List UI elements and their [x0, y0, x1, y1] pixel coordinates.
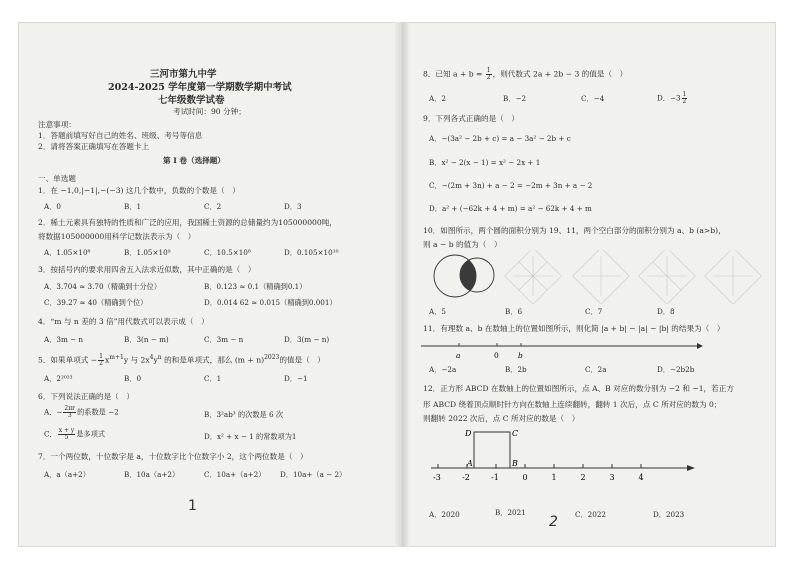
q11-arrow: [697, 343, 703, 349]
q4-option-c: C．3m − n: [204, 335, 244, 344]
question-5: [38, 353, 325, 367]
q1-option-c: C．2: [204, 202, 222, 211]
vertex-b: B: [512, 459, 518, 468]
q1-option-a: A．0: [44, 202, 61, 211]
q5-option-d: D．−1: [284, 374, 308, 383]
q6-c-label: C．: [44, 429, 57, 439]
q11-number-line: [417, 334, 707, 362]
q11-label-0: 0: [494, 351, 499, 360]
q4-option-d: D．3(m − n): [284, 335, 330, 344]
vertex-c: C: [512, 429, 519, 438]
question-3: 3．按括号内的要求用四舍五入法求近似数，其中正确的是（ ）: [38, 265, 256, 274]
q5-exp-4: 2023: [264, 354, 280, 361]
q6-option-c: [44, 428, 105, 441]
exam-sheet: [18, 22, 776, 547]
page-fold: [395, 22, 409, 547]
two-circles-figure: [434, 255, 494, 297]
exam-title: 2024-2025 学年度第一学期数学期中考试: [108, 82, 292, 93]
question-2b: 将数据105000000用科学记数法表示为（ ）: [38, 232, 196, 241]
q3-option-b: B．0.123 ≈ 0.1（精确到0.1）: [204, 282, 307, 291]
q10-option-c: C．7: [585, 307, 603, 316]
q8-option-a: A．2: [429, 94, 446, 103]
q5-text-3: y 与 2x: [123, 355, 150, 365]
q3-option-d: D．0.014 62 ≈ 0.015（精确到0.001）: [204, 298, 337, 307]
q7-option-a: A．a（a+2）: [44, 470, 90, 479]
q12-tick-label: 2: [580, 473, 586, 482]
q6-c-den: 5: [64, 434, 69, 441]
q5-exp-1: m+1: [109, 354, 124, 361]
q9-option-b: B．x² − 2(x − 1) = x² − 2x + 1: [429, 158, 541, 167]
q5-frac-num: 1: [99, 353, 103, 361]
right-page: [409, 22, 776, 547]
left-page: [18, 22, 395, 547]
q8-d-label: D．−3: [657, 93, 681, 103]
q11-option-c: C．2a: [585, 365, 607, 374]
q5-fraction: [98, 354, 104, 367]
q5-exp-3: n: [157, 354, 162, 361]
question-12b: 形 ABCD 绕着顶点顺时针方向在数轴上连续翻转，翻转 1 次后，点 C 所对应的数为 0；: [423, 400, 722, 409]
q5-text-6: 的值是（ ）: [279, 355, 325, 365]
question-11: 11．有理数 a、b 在数轴上的位置如图所示，则化简 |a + b| − |a| − |b| 的结果为（ ）: [423, 324, 725, 333]
question-6: 6．下列说法正确的是（ ）: [38, 392, 134, 401]
faded-origami-figures: [505, 250, 762, 304]
q5-exp-2: 4: [149, 354, 154, 361]
q3-option-c: C．39.27 ≈ 40（精确到个位）: [44, 298, 148, 307]
q12-tick-label: 0: [522, 473, 528, 482]
q2-option-a: A．1.05×10⁸: [44, 248, 91, 257]
q12-tick-label: -3: [433, 473, 441, 482]
q12-option-c: C．2022: [575, 510, 606, 519]
notice-2: 2．请将答案正确填写在答题卡上: [38, 142, 150, 151]
question-4: 4．“m 与 n 差的 3 倍”用代数式可以表示成（ ）: [38, 317, 209, 326]
q8-d-fraction: [682, 92, 688, 105]
q5-text-2: x: [105, 355, 110, 365]
q1-option-d: D．3: [284, 202, 302, 211]
q6-a-fraction: [63, 406, 76, 419]
q5-option-a: A．2²⁰²³: [44, 374, 73, 383]
q11-label-b: b: [518, 351, 523, 360]
question-2a: 2．稀土元素具有独特的性质和广泛的应用，我国稀土资源的总储量约为105000000吨，: [38, 218, 337, 227]
vertex-d: D: [465, 429, 472, 438]
q11-label-a: a: [456, 351, 461, 360]
q3-option-a: A．3.704 ≈ 3.70（精确到十分位）: [44, 282, 162, 291]
q4-option-a: A．3m − n: [44, 335, 83, 344]
q8-text-1: 8．已知 a + b =: [423, 69, 485, 79]
q5-frac-den: 2: [99, 360, 103, 368]
q6-c-fraction: [58, 428, 76, 441]
q12-option-b: B．2021: [495, 508, 526, 517]
q5-text-5: 的和是单项式，那么 (m + n): [161, 355, 265, 365]
page-number-right: 2: [549, 514, 558, 530]
q6-a-text: 的系数是 −2: [77, 407, 119, 417]
q6-c-num: x + y: [58, 427, 75, 434]
q6-c-text: 是多项式: [76, 429, 106, 439]
q12-tick-label: 4: [638, 473, 644, 482]
question-8: [423, 68, 627, 81]
q8-d-den: 2: [682, 98, 687, 105]
q12-tick-label: 1: [551, 473, 557, 482]
q8-frac-num: 1: [486, 67, 491, 74]
q4-option-b: B．3(n − m): [124, 335, 169, 344]
q10-figures: [421, 250, 776, 304]
question-10b: 则 a − b 的值为（ ）: [423, 240, 502, 249]
q6-a-label: A．: [44, 407, 57, 417]
q12-tick-label: -1: [491, 473, 499, 482]
q2-option-d: D．0.105×10¹⁰: [284, 248, 339, 257]
q5-option-b: B．0: [124, 374, 142, 383]
question-12a: 12．正方形 ABCD 在数轴上的位置如图所示，点 A、B 对应的数分别为 −2 和 −1，若正方: [423, 384, 734, 393]
q12-ticks: [433, 464, 644, 482]
q8-option-b: B．−2: [503, 94, 527, 103]
q8-frac-den: 2: [486, 74, 491, 81]
part-title: 一、单选题: [38, 174, 76, 183]
exam-time: 考试时间：90 分钟；: [173, 107, 246, 116]
q7-option-c: C．10a+（a+2）: [204, 470, 266, 479]
q12-arrow: [687, 465, 695, 471]
q8-option-c: C．−4: [581, 94, 605, 103]
q10-option-d: D．8: [657, 307, 675, 316]
q9-option-c: C．−(2m + 3n) + a − 2 = −2m + 3n + a − 2: [429, 181, 593, 190]
q5-option-c: C．1: [204, 374, 222, 383]
q6-option-b: B．3²ab³ 的次数是 6 次: [204, 410, 284, 419]
q7-option-b: B．10a（a+2）: [124, 470, 180, 479]
question-7: 7．一个两位数，十位数字是 a，十位数字比个位数字小 2，这个两位数是（ ）: [38, 452, 308, 461]
q8-d-num: 1: [682, 91, 687, 98]
vertex-a: A: [467, 459, 473, 468]
q8-text-2: ，则代数式 2a + 2b − 3 的值是（ ）: [492, 69, 628, 79]
q5-text-1: 5．如果单项式 −: [38, 355, 98, 365]
notice-title: 注意事项：: [38, 120, 76, 129]
q2-option-b: B．1.05×10⁹: [124, 248, 171, 257]
school-name: 三河市第九中学: [150, 69, 217, 80]
q8-fraction: [486, 68, 492, 81]
section-title: 第 I 卷（选择题）: [163, 156, 225, 165]
q9-option-a: A．−(3a² − 2b + c) = a − 3a² − 2b + c: [429, 134, 571, 143]
q6-option-a: A．− $\frac{2\pi r}{3}$ 的系数是 −2: [44, 405, 119, 419]
notice-1: 1．答题前填写好自己的姓名、班级、考号等信息: [38, 131, 203, 140]
q6-a-den: 3: [67, 412, 72, 419]
q11-option-d: D．−2b2b: [657, 365, 695, 374]
q11-option-a: A．−2a: [429, 365, 457, 374]
paper-title: 七年级数学试卷: [158, 95, 225, 106]
q5-text-4: y: [153, 355, 158, 365]
q9-option-d: D．a² + (−62k + 4 + m) = a² − 62k + 4 + m: [429, 204, 592, 213]
q12-option-a: A．2020: [429, 510, 460, 519]
square-abcd: [474, 432, 510, 468]
q10-option-a: A．5: [429, 307, 446, 316]
q12-tick-label: -2: [462, 473, 470, 482]
q11-option-b: B．2b: [505, 365, 527, 374]
q8-option-d: [657, 92, 688, 105]
q10-option-b: B．6: [505, 307, 523, 316]
q6-a-num: 2πr: [64, 405, 76, 412]
page-number-left: 1: [188, 498, 197, 514]
q12-tick-label: 3: [609, 473, 615, 482]
question-1: 1．在 −1,0,|−1|,−(−3) 这几个数中，负数的个数是（ ）: [38, 186, 240, 195]
question-12c: 则翻转 2022 次后，点 C 所对应的数是（ ）: [423, 414, 580, 423]
question-9: 9．下列各式正确的是（ ）: [423, 114, 519, 123]
q12-option-d: D．2023: [653, 510, 685, 519]
q12-square-number-line: [421, 422, 721, 488]
q2-option-c: C．10.5×10⁸: [204, 248, 251, 257]
question-10a: 10．如图所示，两个圆的面积分别为 19、11，两个空白部分的面积分别为 a、b (a>b)，: [423, 226, 726, 235]
q7-option-d: D．10a+（a − 2）: [280, 470, 347, 479]
q6-option-d: D．x² + x − 1 的常数项为1: [204, 432, 297, 441]
q1-option-b: B．1: [124, 202, 142, 211]
